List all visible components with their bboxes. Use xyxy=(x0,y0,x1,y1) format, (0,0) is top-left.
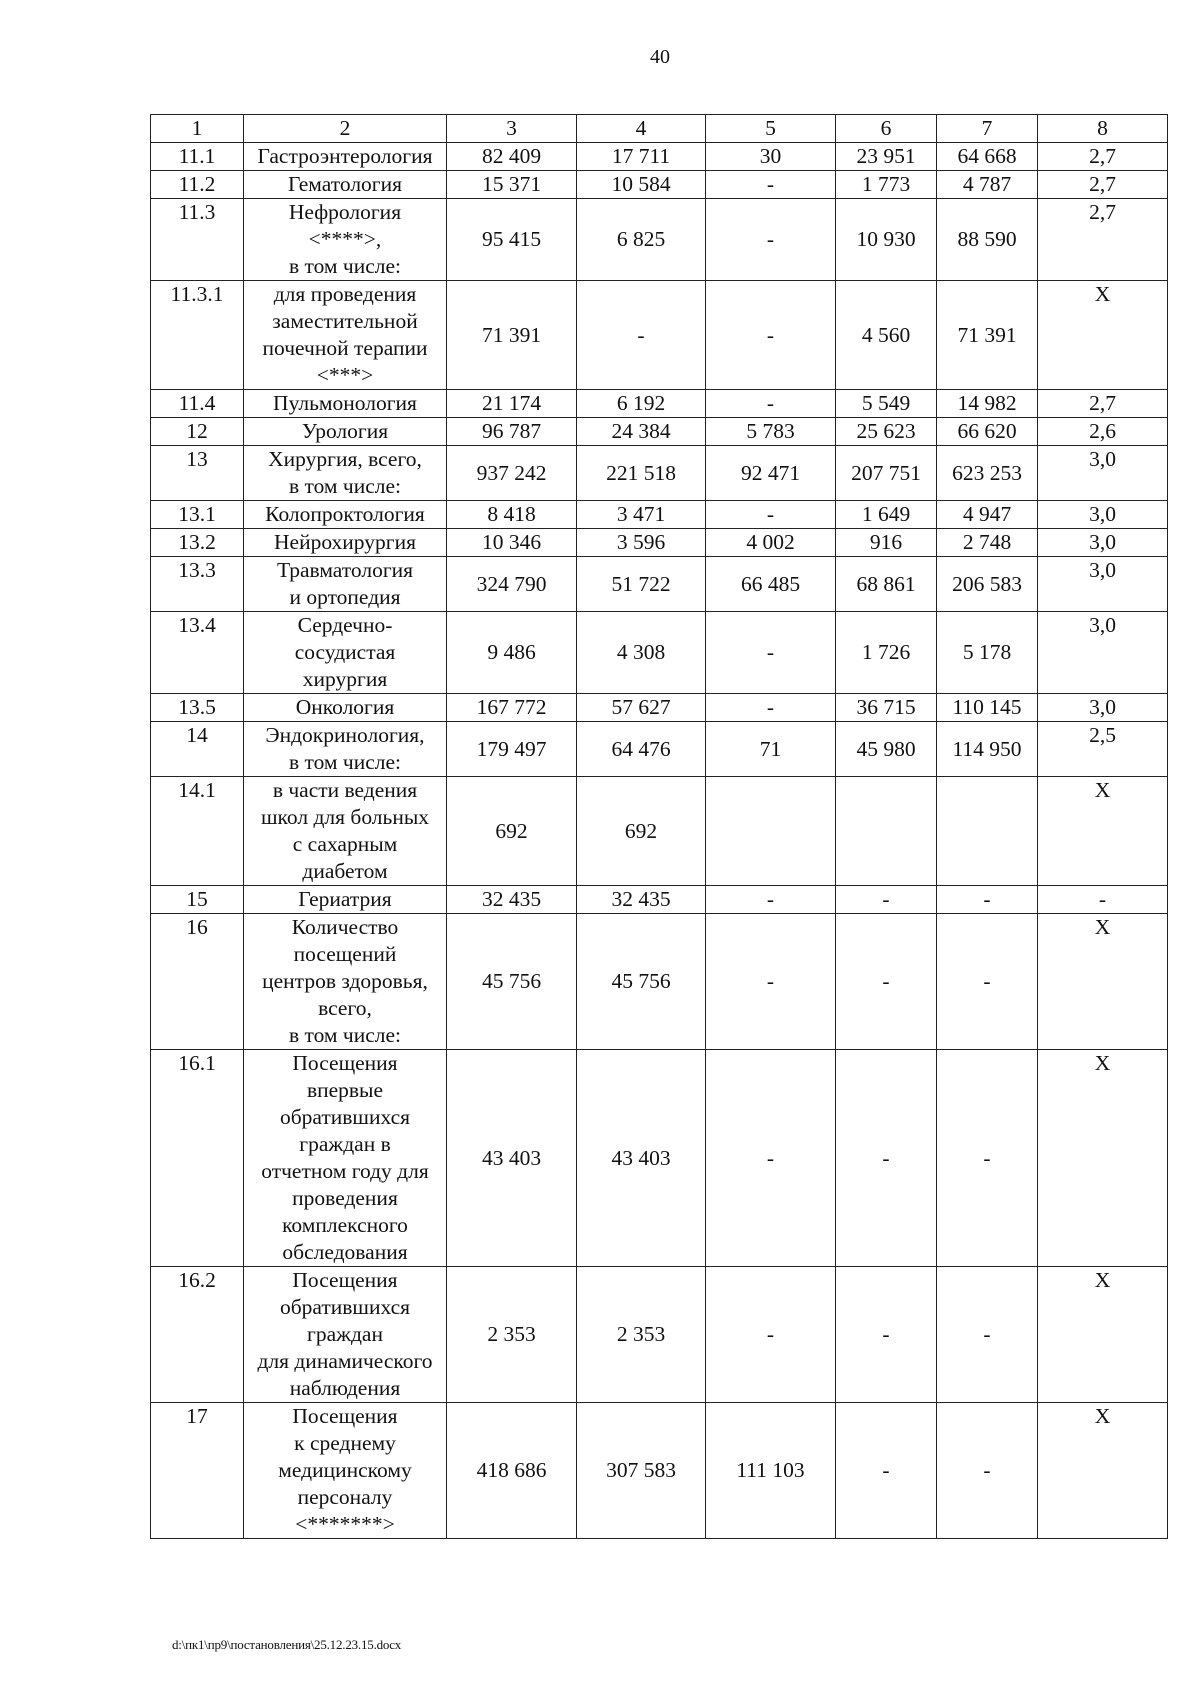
value-cell: 30 xyxy=(706,143,836,171)
row-number-cell: 12 xyxy=(151,418,244,446)
row-number-cell: 11.3 xyxy=(151,199,244,281)
value-cell: 937 242 xyxy=(447,446,577,501)
row-label-cell: Нейрохирургия xyxy=(244,529,447,557)
header-cell: 2 xyxy=(244,115,447,143)
value-cell xyxy=(937,777,1038,886)
value-cell: 43 403 xyxy=(577,1050,706,1267)
value-cell: 21 174 xyxy=(447,390,577,418)
value-cell: 1 726 xyxy=(836,612,937,694)
table-row xyxy=(151,281,1168,390)
value-cell: X xyxy=(1038,1403,1168,1539)
value-cell: 4 308 xyxy=(577,612,706,694)
value-cell: 32 435 xyxy=(577,886,706,914)
value-cell: 2,6 xyxy=(1038,418,1168,446)
value-cell: 4 560 xyxy=(836,281,937,390)
value-cell: 24 384 xyxy=(577,418,706,446)
table-body xyxy=(151,115,1168,1539)
row-number-cell: 11.3.1 xyxy=(151,281,244,390)
value-cell: - xyxy=(706,1050,836,1267)
value-cell: 71 391 xyxy=(447,281,577,390)
header-cell: 8 xyxy=(1038,115,1168,143)
row-number-cell: 13.2 xyxy=(151,529,244,557)
table-row xyxy=(151,171,1168,199)
value-cell: 4 947 xyxy=(937,501,1038,529)
value-cell: 110 145 xyxy=(937,694,1038,722)
header-cell: 5 xyxy=(706,115,836,143)
table-row xyxy=(151,557,1168,612)
value-cell: 3 596 xyxy=(577,529,706,557)
value-cell: - xyxy=(706,694,836,722)
value-cell: - xyxy=(577,281,706,390)
table-row xyxy=(151,418,1168,446)
value-cell: 3,0 xyxy=(1038,529,1168,557)
value-cell: - xyxy=(937,1050,1038,1267)
value-cell: 623 253 xyxy=(937,446,1038,501)
value-cell: X xyxy=(1038,281,1168,390)
value-cell: 8 418 xyxy=(447,501,577,529)
value-cell: 3,0 xyxy=(1038,557,1168,612)
value-cell: - xyxy=(836,1403,937,1539)
value-cell: 10 930 xyxy=(836,199,937,281)
value-cell: 221 518 xyxy=(577,446,706,501)
table-row xyxy=(151,529,1168,557)
value-cell: 66 620 xyxy=(937,418,1038,446)
row-number-cell: 11.1 xyxy=(151,143,244,171)
value-cell: 10 584 xyxy=(577,171,706,199)
row-label-cell: Онкология xyxy=(244,694,447,722)
table-row xyxy=(151,612,1168,694)
table-row xyxy=(151,446,1168,501)
value-cell: - xyxy=(706,501,836,529)
header-cell: 4 xyxy=(577,115,706,143)
value-cell: 32 435 xyxy=(447,886,577,914)
table-row xyxy=(151,694,1168,722)
row-number-cell: 13.3 xyxy=(151,557,244,612)
value-cell: 3,0 xyxy=(1038,446,1168,501)
row-label-cell: Нефрология <****>, в том числе: xyxy=(244,199,447,281)
value-cell: 2 353 xyxy=(447,1267,577,1403)
value-cell: 45 756 xyxy=(447,914,577,1050)
value-cell: - xyxy=(706,612,836,694)
row-label-cell: Посещения к среднему медицинскому персоналу <*******> xyxy=(244,1403,447,1539)
value-cell: 206 583 xyxy=(937,557,1038,612)
table-row xyxy=(151,199,1168,281)
value-cell: 3,0 xyxy=(1038,612,1168,694)
table-row xyxy=(151,1050,1168,1267)
row-label-cell: Гериатрия xyxy=(244,886,447,914)
row-label-cell: Сердечно- сосудистая хирургия xyxy=(244,612,447,694)
value-cell: - xyxy=(836,886,937,914)
value-cell: 92 471 xyxy=(706,446,836,501)
value-cell: 307 583 xyxy=(577,1403,706,1539)
value-cell: 51 722 xyxy=(577,557,706,612)
row-number-cell: 14 xyxy=(151,722,244,777)
value-cell: X xyxy=(1038,777,1168,886)
data-table xyxy=(150,114,1168,1539)
row-label-cell: в части ведения школ для больных с сахарным диабетом xyxy=(244,777,447,886)
value-cell: 167 772 xyxy=(447,694,577,722)
row-label-cell: Пульмонология xyxy=(244,390,447,418)
header-cell: 3 xyxy=(447,115,577,143)
value-cell: 111 103 xyxy=(706,1403,836,1539)
value-cell xyxy=(706,777,836,886)
value-cell: 692 xyxy=(577,777,706,886)
row-number-cell: 17 xyxy=(151,1403,244,1539)
value-cell: 207 751 xyxy=(836,446,937,501)
value-cell: 95 415 xyxy=(447,199,577,281)
row-number-cell: 16.2 xyxy=(151,1267,244,1403)
row-number-cell: 11.4 xyxy=(151,390,244,418)
value-cell: - xyxy=(937,1267,1038,1403)
value-cell: 5 783 xyxy=(706,418,836,446)
value-cell: - xyxy=(706,281,836,390)
value-cell: 4 787 xyxy=(937,171,1038,199)
row-label-cell: Травматология и ортопедия xyxy=(244,557,447,612)
value-cell: - xyxy=(836,1050,937,1267)
value-cell: 57 627 xyxy=(577,694,706,722)
value-cell: X xyxy=(1038,1267,1168,1403)
value-cell: 9 486 xyxy=(447,612,577,694)
row-number-cell: 13.1 xyxy=(151,501,244,529)
value-cell: 2,7 xyxy=(1038,171,1168,199)
value-cell: 14 982 xyxy=(937,390,1038,418)
table-row xyxy=(151,914,1168,1050)
value-cell: 71 391 xyxy=(937,281,1038,390)
value-cell: 25 623 xyxy=(836,418,937,446)
row-label-cell: Посещения обратившихся граждан для динамического наблюдения xyxy=(244,1267,447,1403)
table-row xyxy=(151,777,1168,886)
value-cell: 96 787 xyxy=(447,418,577,446)
row-number-cell: 13 xyxy=(151,446,244,501)
row-label-cell: Посещения впервые обратившихся граждан в отчетном году для проведения комплексного обследования xyxy=(244,1050,447,1267)
value-cell: 2,7 xyxy=(1038,143,1168,171)
value-cell: - xyxy=(706,914,836,1050)
value-cell: 6 192 xyxy=(577,390,706,418)
page-number: 40 xyxy=(650,46,670,68)
table-row xyxy=(151,1403,1168,1539)
row-number-cell: 13.5 xyxy=(151,694,244,722)
value-cell: 4 002 xyxy=(706,529,836,557)
row-number-cell: 16 xyxy=(151,914,244,1050)
value-cell: 1 773 xyxy=(836,171,937,199)
value-cell: 6 825 xyxy=(577,199,706,281)
value-cell: 68 861 xyxy=(836,557,937,612)
value-cell: 3 471 xyxy=(577,501,706,529)
value-cell: 2,7 xyxy=(1038,390,1168,418)
value-cell: - xyxy=(937,1403,1038,1539)
value-cell: 2 353 xyxy=(577,1267,706,1403)
row-number-cell: 13.4 xyxy=(151,612,244,694)
value-cell: - xyxy=(836,914,937,1050)
value-cell: X xyxy=(1038,914,1168,1050)
value-cell: 5 178 xyxy=(937,612,1038,694)
row-label-cell: Гематология xyxy=(244,171,447,199)
value-cell: - xyxy=(836,1267,937,1403)
value-cell: - xyxy=(706,390,836,418)
row-label-cell: для проведения заместительной почечной терапии <***> xyxy=(244,281,447,390)
value-cell: 5 549 xyxy=(836,390,937,418)
value-cell: 66 485 xyxy=(706,557,836,612)
row-label-cell: Хирургия, всего, в том числе: xyxy=(244,446,447,501)
table-row xyxy=(151,143,1168,171)
value-cell: 45 980 xyxy=(836,722,937,777)
row-number-cell: 16.1 xyxy=(151,1050,244,1267)
table-row xyxy=(151,1267,1168,1403)
value-cell: - xyxy=(937,914,1038,1050)
table-row xyxy=(151,501,1168,529)
value-cell: 71 xyxy=(706,722,836,777)
value-cell: 3,0 xyxy=(1038,501,1168,529)
value-cell: - xyxy=(937,886,1038,914)
value-cell: 82 409 xyxy=(447,143,577,171)
value-cell: 114 950 xyxy=(937,722,1038,777)
row-number-cell: 11.2 xyxy=(151,171,244,199)
row-label-cell: Гастроэнтерология xyxy=(244,143,447,171)
value-cell: 17 711 xyxy=(577,143,706,171)
file-path-footer: d:\пк1\пр9\постановления\25.12.23.15.docx xyxy=(172,1637,402,1652)
value-cell: 45 756 xyxy=(577,914,706,1050)
value-cell: 10 346 xyxy=(447,529,577,557)
header-row xyxy=(151,115,1168,143)
value-cell: 23 951 xyxy=(836,143,937,171)
row-label-cell: Урология xyxy=(244,418,447,446)
header-cell: 1 xyxy=(151,115,244,143)
value-cell: - xyxy=(706,1267,836,1403)
table-row xyxy=(151,886,1168,914)
value-cell: 36 715 xyxy=(836,694,937,722)
value-cell: 15 371 xyxy=(447,171,577,199)
value-cell xyxy=(836,777,937,886)
row-number-cell: 14.1 xyxy=(151,777,244,886)
value-cell: 692 xyxy=(447,777,577,886)
value-cell: 179 497 xyxy=(447,722,577,777)
row-label-cell: Количество посещений центров здоровья, всего, в том числе: xyxy=(244,914,447,1050)
value-cell: 2,7 xyxy=(1038,199,1168,281)
value-cell: X xyxy=(1038,1050,1168,1267)
value-cell: 324 790 xyxy=(447,557,577,612)
row-label-cell: Колопроктология xyxy=(244,501,447,529)
table-row xyxy=(151,722,1168,777)
table-row xyxy=(151,390,1168,418)
row-label-cell: Эндокринология, в том числе: xyxy=(244,722,447,777)
value-cell: 2 748 xyxy=(937,529,1038,557)
row-number-cell: 15 xyxy=(151,886,244,914)
header-cell: 6 xyxy=(836,115,937,143)
value-cell: 64 668 xyxy=(937,143,1038,171)
value-cell: 3,0 xyxy=(1038,694,1168,722)
value-cell: 43 403 xyxy=(447,1050,577,1267)
value-cell: 88 590 xyxy=(937,199,1038,281)
value-cell: 916 xyxy=(836,529,937,557)
value-cell: 64 476 xyxy=(577,722,706,777)
value-cell: 418 686 xyxy=(447,1403,577,1539)
value-cell: 2,5 xyxy=(1038,722,1168,777)
header-cell: 7 xyxy=(937,115,1038,143)
value-cell: - xyxy=(706,171,836,199)
value-cell: - xyxy=(706,199,836,281)
value-cell: 1 649 xyxy=(836,501,937,529)
value-cell: - xyxy=(706,886,836,914)
value-cell: - xyxy=(1038,886,1168,914)
